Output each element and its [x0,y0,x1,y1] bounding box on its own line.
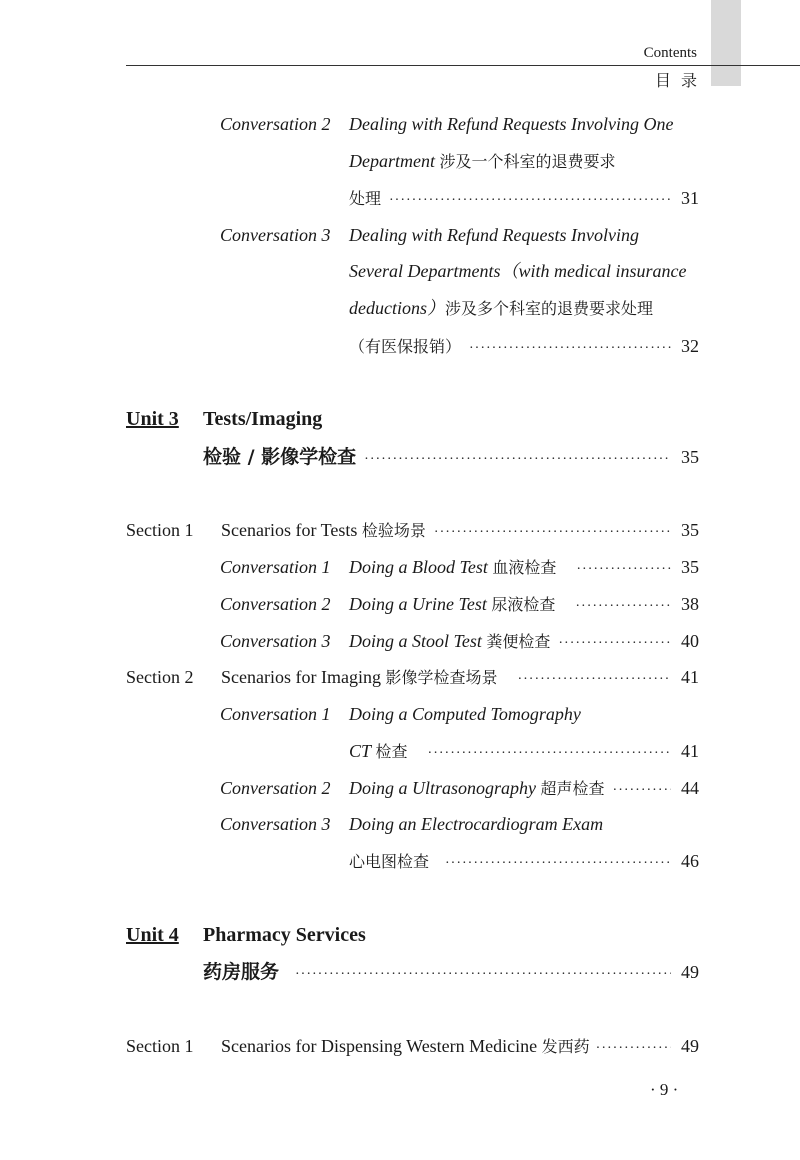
toc-entry-line[interactable]: Dealing with Refund Requests Involving One [349,114,674,134]
toc-entry-line[interactable]: Doing a Ultrasonography 超声检查 ····· 44 [349,773,699,803]
leader-dots [517,665,671,695]
leader-dots [558,629,671,659]
page-ref: 31 [681,188,699,208]
section-label: Section 1 [126,1036,194,1056]
unit-label[interactable]: Unit 4 [126,924,179,946]
toc-section-line[interactable]: Scenarios for Dispensing Western Medicine 发西药 ····· 49 [221,1031,699,1061]
running-header-zh: 目录 [654,71,707,90]
leader-dots [575,592,671,622]
toc-unit-line[interactable]: 检验 / 影像学检查 ····· 35 [203,442,699,472]
page-ref: 49 [681,962,699,982]
page-ref: 32 [681,336,699,356]
chapter-tab [711,0,741,86]
toc-entry-label: Conversation 2 [220,778,331,798]
toc-entry-line[interactable]: Doing a Computed Tomography [349,704,581,724]
toc-entry-line[interactable]: Dealing with Refund Requests Involving [349,225,639,245]
running-header-en: Contents [643,45,697,61]
leader-dots [445,849,671,879]
header-rule [126,65,800,66]
unit-title: Pharmacy Services [203,924,366,946]
toc-entry-line[interactable]: deductions） 涉及多个科室的退费要求处理 [349,298,654,318]
toc-entry-line[interactable]: CT 检查 ····· 41 [349,736,699,766]
toc-entry-line[interactable]: 心电图检查 ····· 46 [349,846,699,876]
toc-section-line[interactable]: Scenarios for Tests 检验场景 ····· 35 [221,515,699,545]
leader-dots [428,739,671,769]
section-label: Section 2 [126,667,194,687]
section-label: Section 1 [126,520,194,540]
toc-entry-line[interactable]: Doing a Urine Test 尿液检查 ····· 38 [349,589,699,619]
toc-entry-label: Conversation 3 [220,631,331,651]
toc-entry-label: Conversation 2 [220,114,331,134]
page-ref: 35 [681,557,699,577]
page-ref: 46 [681,851,699,871]
leader-dots [576,555,671,585]
page-ref: 41 [681,741,699,761]
toc-entry-label: Conversation 3 [220,225,331,245]
toc-entry-line[interactable]: Doing a Blood Test 血液检查 ····· 35 [349,552,699,582]
unit-title: Tests/Imaging [203,408,323,430]
toc-unit-line[interactable]: 药房服务 ····· 49 [203,957,699,987]
toc-entry-line[interactable]: Doing a Stool Test 粪便检查 ····· 40 [349,626,699,656]
toc-entry-label: Conversation 1 [220,557,331,577]
leader-dots [389,186,671,216]
leader-dots [469,334,671,364]
page-ref: 41 [681,667,699,687]
toc-entry-line[interactable]: Department 涉及一个科室的退费要求 [349,151,616,171]
leader-dots [613,776,671,806]
page-ref: 44 [681,778,699,798]
toc-entry-label: Conversation 1 [220,704,331,724]
toc-entry-label: Conversation 3 [220,814,331,834]
leader-dots [364,445,671,475]
page-ref: 35 [681,447,699,467]
leader-dots [434,518,671,548]
toc-entry-line[interactable]: Doing an Electrocardiogram Exam [349,814,604,834]
leader-dots [295,960,671,990]
page-number: · 9 · [650,1080,679,1099]
toc-entry-line[interactable]: 处理 ····· 31 [349,183,699,213]
page-ref: 40 [681,631,699,651]
toc-entry-label: Conversation 2 [220,594,331,614]
toc-entry-line[interactable]: Several Departments（with medical insurance [349,261,687,281]
page-ref: 49 [681,1036,699,1056]
toc-section-line[interactable]: Scenarios for Imaging 影像学检查场景 ····· 41 [221,662,699,692]
unit-label[interactable]: Unit 3 [126,408,179,430]
page-ref: 35 [681,520,699,540]
page-ref: 38 [681,594,699,614]
leader-dots [596,1034,671,1064]
toc-entry-line[interactable]: （有医保报销） ····· 32 [349,331,699,361]
